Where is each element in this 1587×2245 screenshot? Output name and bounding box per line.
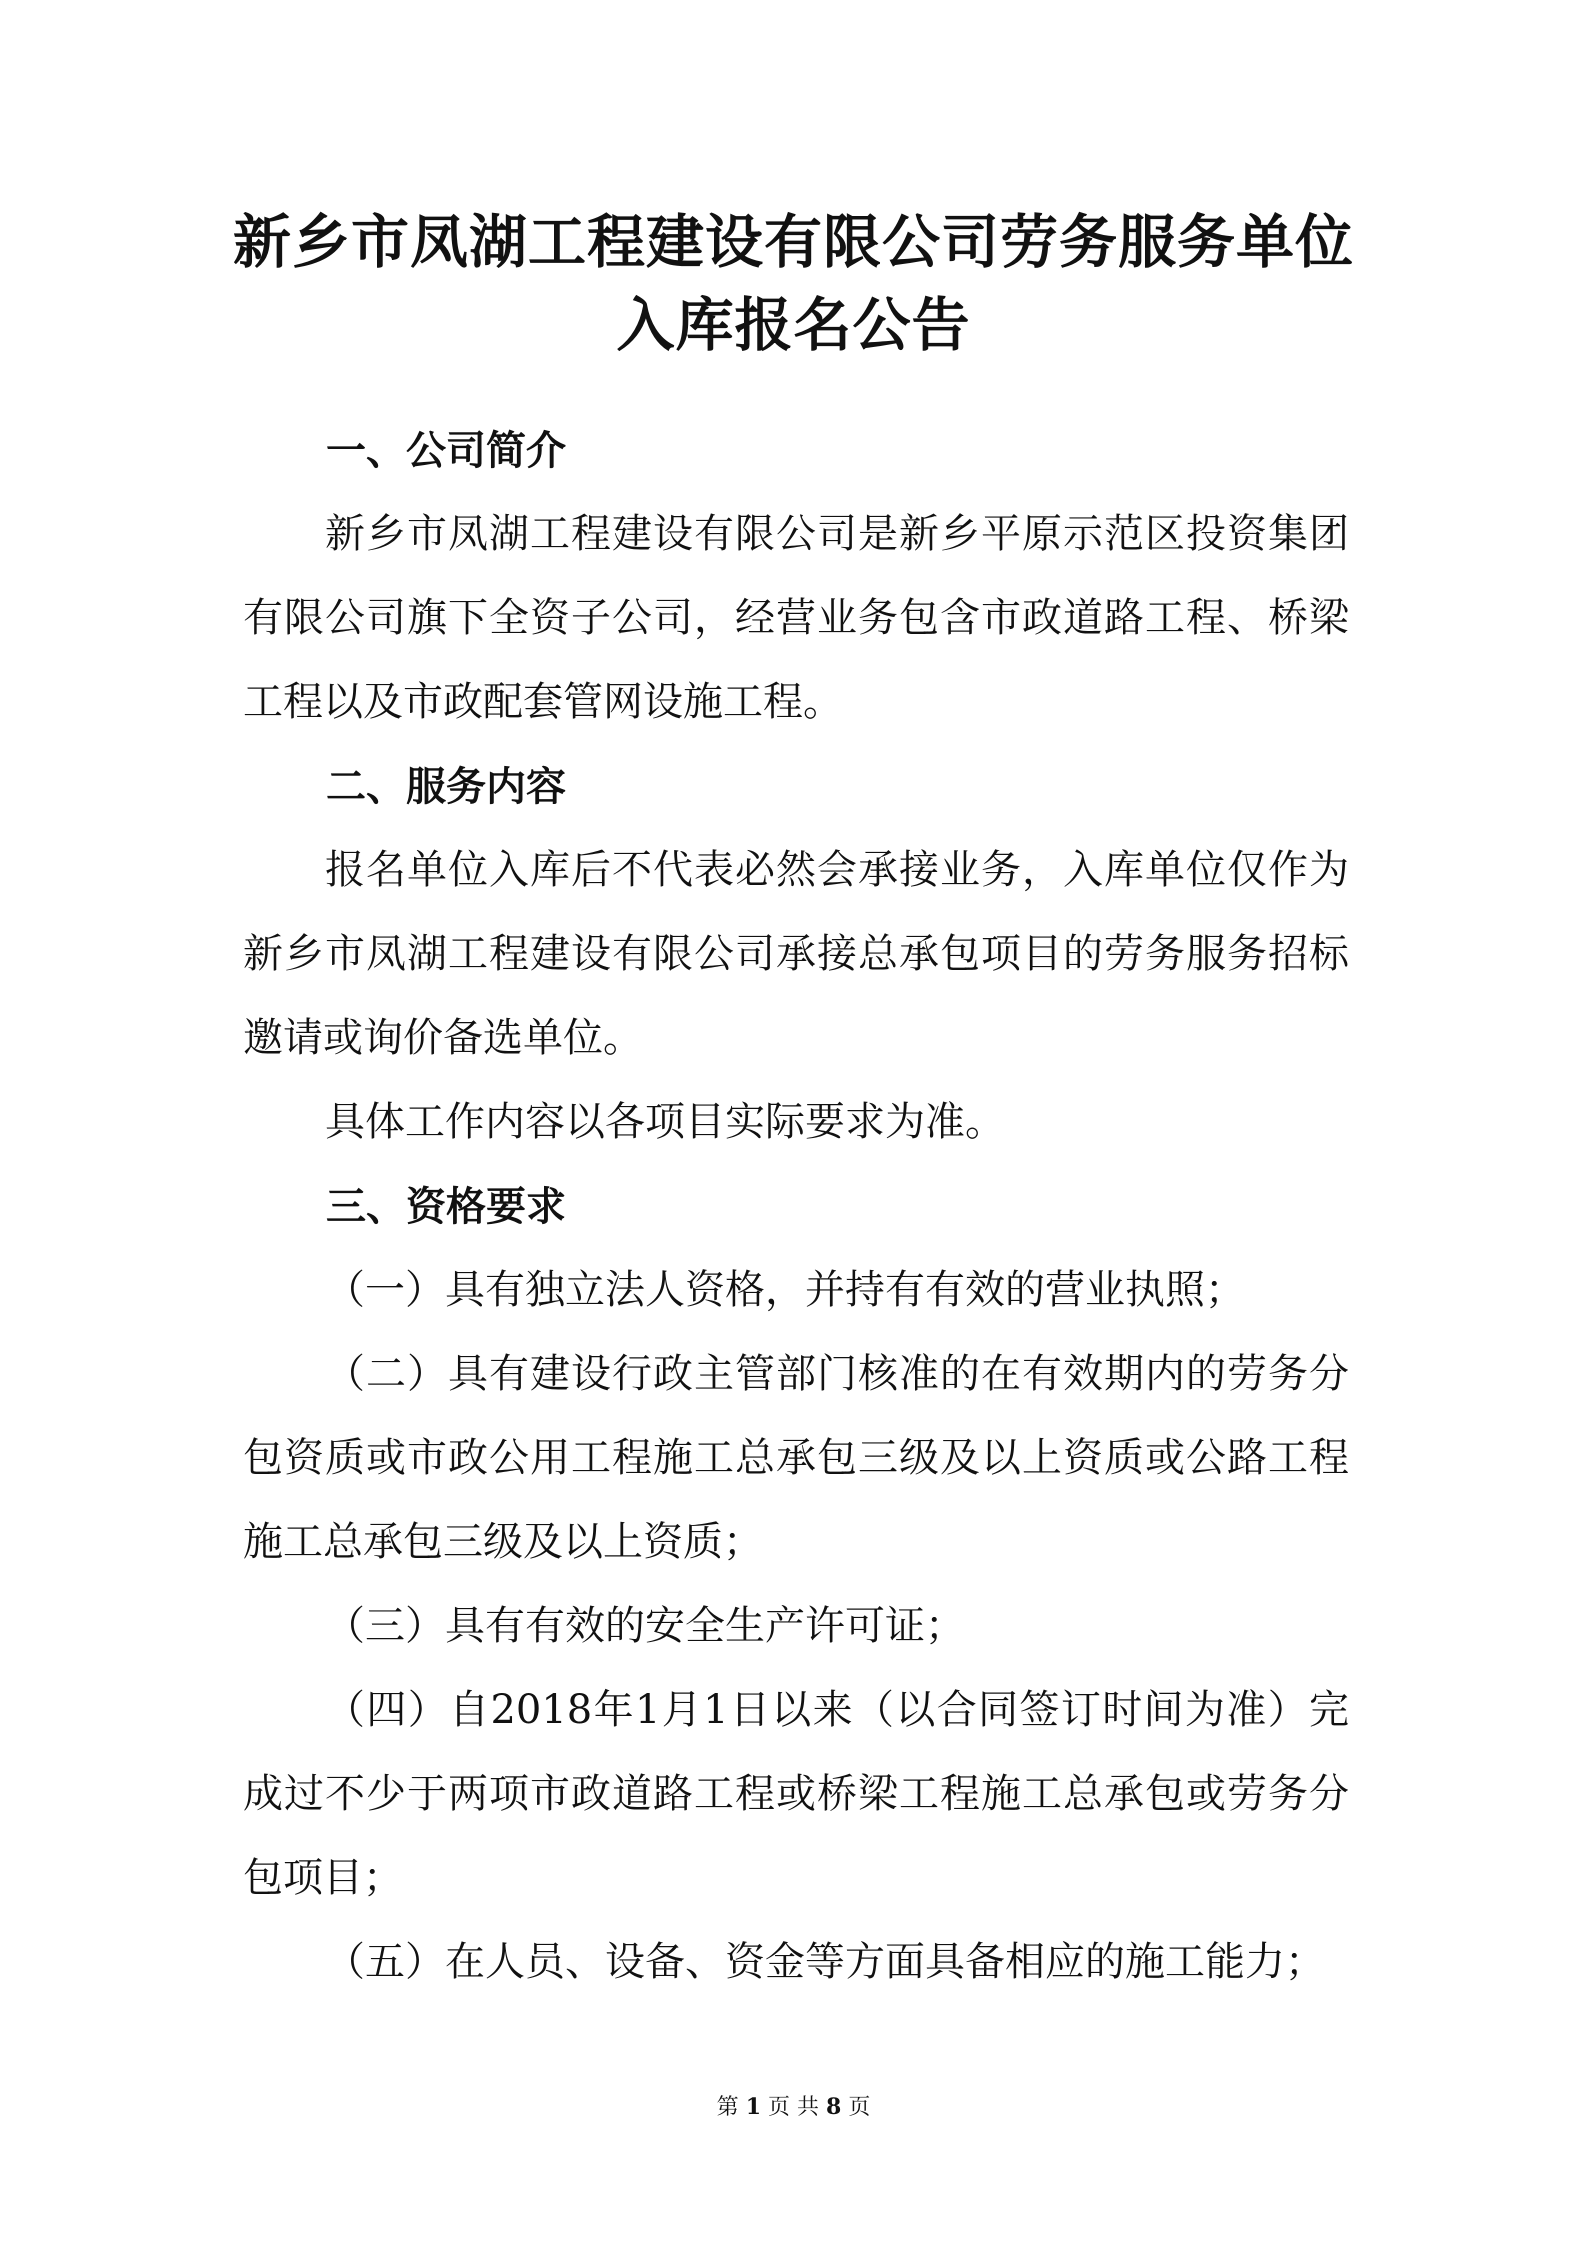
document-title-line-1: 新乡市凤湖工程建设有限公司劳务服务单位 (232, 208, 1354, 276)
page-footer (0, 2092, 1587, 2123)
requirement-item-1: （一）具有独立法人资格，并持有有效的营业执照； (325, 1267, 1245, 1313)
footer-suffix: 页 (848, 2095, 871, 2120)
total-page-count: 8 (826, 2094, 842, 2120)
requirement-item-3: （三）具有有效的安全生产许可证； (325, 1603, 965, 1649)
footer-prefix: 第 (716, 2095, 739, 2120)
paragraph-company-profile: 新乡市凤湖工程建设有限公司是新乡平原示范区投资集团有限公司旗下全资子公司，经营业务包含市政道路工程、桥梁工程以及市政配套管网设施工程。 (243, 511, 1349, 725)
section-heading-service-content: 二、服务内容 (326, 764, 566, 810)
footer-middle: 页 共 (768, 2095, 819, 2120)
requirement-item-5: （五）在人员、设备、资金等方面具备相应的施工能力； (325, 1939, 1325, 1985)
paragraph-service-detail: 具体工作内容以各项目实际要求为准。 (325, 1099, 1005, 1145)
section-heading-company-profile: 一、公司简介 (326, 428, 566, 474)
document-title-line-2: 入库报名公告 (616, 291, 971, 359)
requirement-item-4: （四）自2018年1月1日以来（以合同签订时间为准）完成过不少于两项市政道路工程或桥梁工程施工总承包或劳务分包项目； (243, 1687, 1349, 1901)
requirement-item-2: （二）具有建设行政主管部门核准的在有效期内的劳务分包资质或市政公用工程施工总承包三级及以上资质或公路工程施工总承包三级及以上资质； (243, 1351, 1349, 1565)
section-heading-qualification: 三、资格要求 (326, 1184, 566, 1230)
current-page-number: 1 (745, 2094, 761, 2120)
paragraph-service-scope: 报名单位入库后不代表必然会承接业务，入库单位仅作为新乡市凤湖工程建设有限公司承接总承包项目的劳务服务招标邀请或询价备选单位。 (243, 847, 1349, 1061)
